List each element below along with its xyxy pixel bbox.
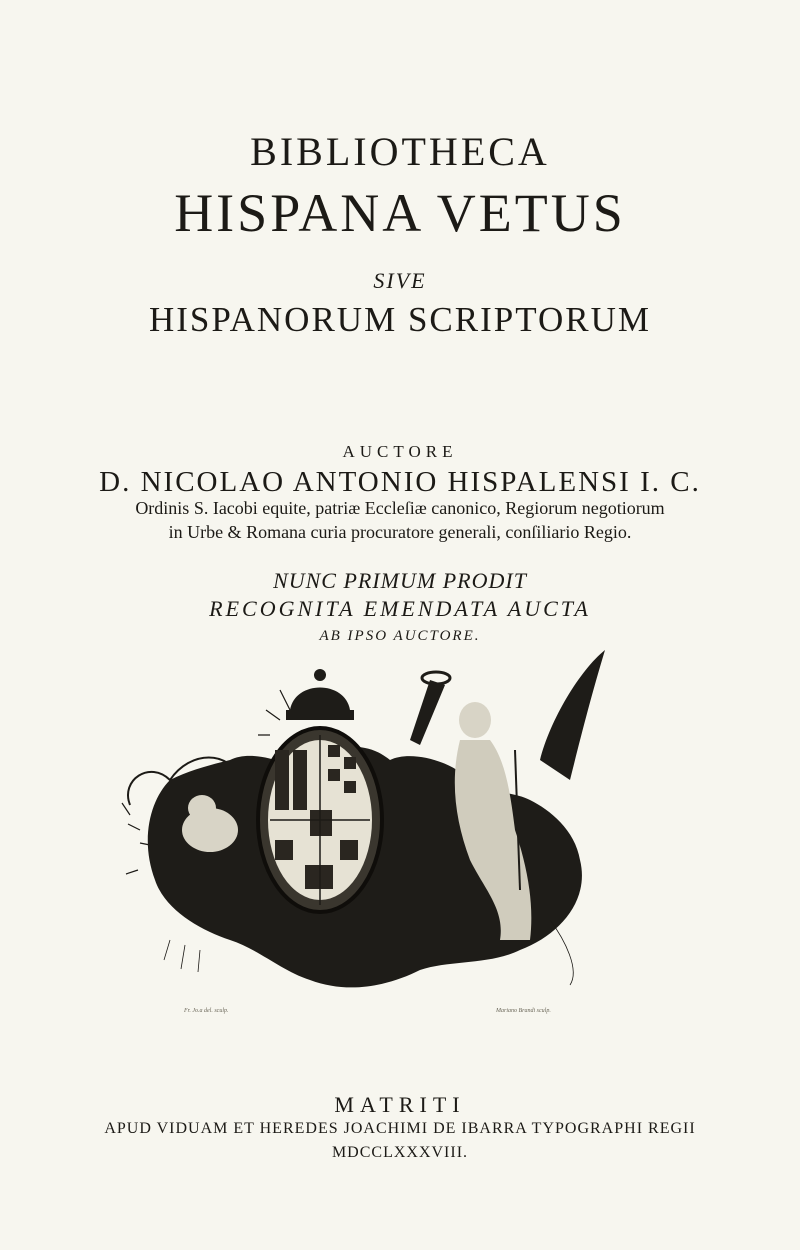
imprint-place: MATRITI <box>334 1092 466 1117</box>
engraver-signature-right: Mariano Brandi sculp. <box>496 1008 551 1014</box>
author-description-line-1: Ordinis S. Iacobi equite, patriæ Eccleſiæ canonico, Regiorum negotiorum <box>135 498 665 518</box>
author-name: D. NICOLAO ANTONIO HISPALENSI I. C. <box>99 466 701 498</box>
author-description-line-2: in Urbe & Romana curia procuratore generali, conſiliario Regio. <box>168 522 632 542</box>
title-line-hispana-vetus: HISPANA VETUS <box>174 183 626 243</box>
imprint-printer: APUD VIDUAM ET HEREDES JOACHIMI DE IBARRA TYPOGRAPHI REGII <box>104 1120 696 1137</box>
edition-line-3: AB IPSO AUCTORE. <box>319 628 481 644</box>
engraved-coat-of-arms-icon <box>110 640 610 1025</box>
imprint-year: MDCCLXXXVIII. <box>331 1144 469 1161</box>
engraver-signature-left: Fr. Jo.a del. sculp. <box>184 1008 229 1014</box>
title-line-hispanorum-scriptorum: HISPANORUM SCRIPTORUM <box>148 300 651 339</box>
title-line-bibliotheca: BIBLIOTHECA <box>250 129 550 174</box>
edition-line-1: NUNC PRIMUM PRODIT <box>273 568 527 593</box>
author-label: AUCTORE <box>342 442 458 461</box>
title-line-sive: SIVE <box>373 268 427 293</box>
edition-line-2: RECOGNITA EMENDATA AUCTA <box>209 596 591 621</box>
